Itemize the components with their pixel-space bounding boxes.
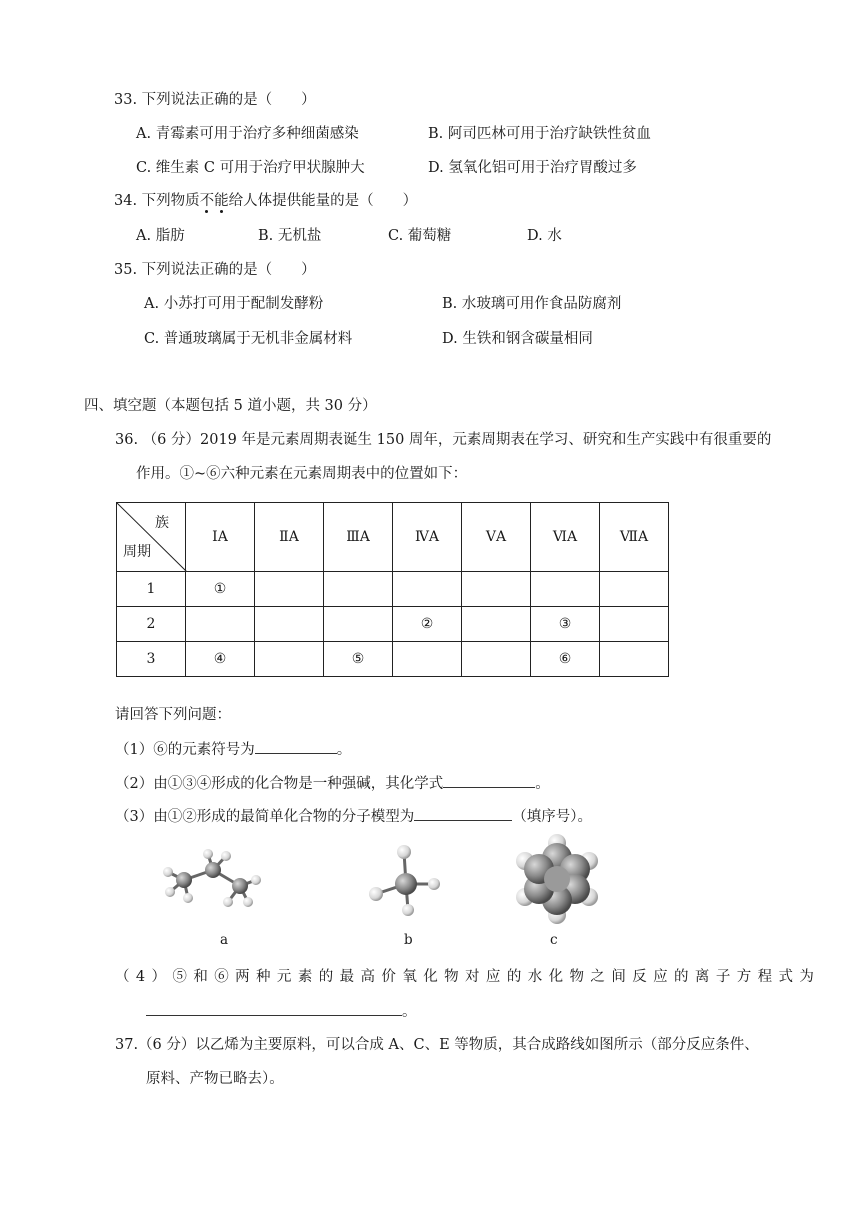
table-corner-cell bbox=[117, 503, 186, 572]
table-cell bbox=[324, 572, 393, 607]
group-header: ⅤA bbox=[462, 503, 531, 572]
table-cell: ② bbox=[393, 607, 462, 642]
q36-sub2-end: 。 bbox=[535, 776, 550, 792]
propane-ball-stick-model-icon bbox=[158, 846, 270, 918]
group-axis-label: 族 bbox=[155, 515, 169, 531]
period-axis-label: 周期 bbox=[123, 544, 151, 560]
methane-ball-stick-model-icon bbox=[362, 840, 448, 918]
section-4-heading: 四、填空题（本题包括 5 道小题，共 30 分） bbox=[84, 398, 377, 414]
q36-sub2-answer-blank[interactable] bbox=[443, 773, 535, 788]
group-header: ⅡA bbox=[255, 503, 324, 572]
q34-emphasis-2: 能 bbox=[214, 193, 229, 209]
table-row bbox=[117, 642, 669, 677]
q36-sub4-line1: （4）⑤和⑥两种元素的最高价氧化物对应的水化物之间反应的离子方程式为 bbox=[115, 969, 821, 985]
q34-stem bbox=[114, 191, 417, 211]
model-c-label: c bbox=[550, 932, 558, 948]
group-header: ⅠA bbox=[186, 503, 255, 572]
q36-sub3 bbox=[115, 806, 592, 827]
table-cell bbox=[255, 572, 324, 607]
q34-option-b: B. 无机盐 bbox=[258, 228, 322, 244]
table-cell bbox=[462, 642, 531, 677]
table-cell bbox=[393, 572, 462, 607]
period-label: 3 bbox=[117, 642, 186, 677]
table-cell bbox=[255, 642, 324, 677]
q34-option-a: A. 脂肪 bbox=[136, 228, 185, 244]
q33-option-b: B. 阿司匹林可用于治疗缺铁性贫血 bbox=[428, 126, 651, 142]
q36-sub2-text: （2）由①③④形成的化合物是一种强碱，其化学式 bbox=[115, 776, 444, 792]
q36-sub4-line2 bbox=[146, 1001, 417, 1022]
group-header: ⅣA bbox=[393, 503, 462, 572]
q36-sub4-answer-blank[interactable] bbox=[146, 1001, 402, 1016]
model-a-label: a bbox=[220, 932, 229, 948]
q33-stem: 33. 下列说法正确的是（ ） bbox=[114, 92, 316, 108]
table-cell: ③ bbox=[531, 607, 600, 642]
q35-option-b: B. 水玻璃可用作食品防腐剂 bbox=[442, 296, 622, 312]
q37-stem-line2: 原料、产物已略去）。 bbox=[146, 1071, 284, 1087]
group-header: ⅥA bbox=[531, 503, 600, 572]
q35-option-d: D. 生铁和钢含碳量相同 bbox=[442, 331, 593, 347]
q34-stem-pre: 34. 下列物质 bbox=[114, 193, 200, 209]
table-cell bbox=[186, 607, 255, 642]
period-label: 2 bbox=[117, 607, 186, 642]
table-cell bbox=[600, 642, 669, 677]
group-header: ⅦA bbox=[600, 503, 669, 572]
q37-stem-line1: 37.（6 分）以乙烯为主要原料，可以合成 A、C、E 等物质，其合成路线如图所示（部分反应条件、 bbox=[115, 1037, 759, 1053]
table-cell: ④ bbox=[186, 642, 255, 677]
q34-stem-post: 给人体提供能量的是（ ） bbox=[228, 193, 418, 209]
table-cell bbox=[600, 572, 669, 607]
q34-option-d: D. 水 bbox=[527, 228, 562, 244]
q36-sub3-text: （3）由①②形成的最简单化合物的分子模型为 bbox=[115, 809, 415, 825]
q36-prompt: 请回答下列问题： bbox=[115, 707, 231, 723]
q36-sub1-end: 。 bbox=[336, 742, 352, 758]
q33-option-c: C. 维生素 C 可用于治疗甲状腺肿大 bbox=[136, 160, 365, 176]
q36-sub4-end: 。 bbox=[402, 1004, 417, 1020]
benzene-space-filling-model-icon bbox=[512, 834, 602, 924]
table-row bbox=[117, 607, 669, 642]
table-cell: ① bbox=[186, 572, 255, 607]
q36-stem-line1: 36. （6 分）2019 年是元素周期表诞生 150 周年，元素周期表在学习、研究和生产实践中有很重要的 bbox=[115, 432, 772, 448]
group-header: ⅢA bbox=[324, 503, 393, 572]
q36-sub1 bbox=[115, 739, 351, 760]
table-cell bbox=[255, 607, 324, 642]
table-cell bbox=[462, 607, 531, 642]
q33-option-a: A. 青霉素可用于治疗多种细菌感染 bbox=[136, 126, 359, 142]
model-b-label: b bbox=[404, 932, 413, 948]
q36-sub3-end: （填序号）。 bbox=[512, 809, 592, 825]
q34-option-c: C. 葡萄糖 bbox=[388, 228, 452, 244]
q33-option-d: D. 氢氧化铝可用于治疗胃酸过多 bbox=[428, 160, 637, 176]
periodic-table-excerpt bbox=[116, 502, 669, 677]
period-label: 1 bbox=[117, 572, 186, 607]
q34-emphasis-1: 不 bbox=[199, 193, 215, 209]
table-cell: ⑤ bbox=[324, 642, 393, 677]
table-cell: ⑥ bbox=[531, 642, 600, 677]
q35-option-a: A. 小苏打可用于配制发酵粉 bbox=[144, 296, 324, 312]
table-cell bbox=[600, 607, 669, 642]
q36-sub1-answer-blank[interactable] bbox=[255, 739, 337, 754]
q35-stem: 35. 下列说法正确的是（ ） bbox=[114, 262, 316, 278]
table-cell bbox=[531, 572, 600, 607]
table-cell bbox=[324, 607, 393, 642]
table-cell bbox=[462, 572, 531, 607]
q36-sub1-text: （1）⑥的元素符号为 bbox=[115, 742, 255, 758]
q36-sub3-answer-blank[interactable] bbox=[414, 806, 512, 821]
table-cell bbox=[393, 642, 462, 677]
q36-sub2 bbox=[115, 773, 550, 794]
q35-option-c: C. 普通玻璃属于无机非金属材料 bbox=[144, 331, 353, 347]
diagonal-line bbox=[117, 503, 187, 572]
table-row bbox=[117, 572, 669, 607]
q36-stem-line2: 作用。①~⑥六种元素在元素周期表中的位置如下： bbox=[136, 466, 468, 482]
